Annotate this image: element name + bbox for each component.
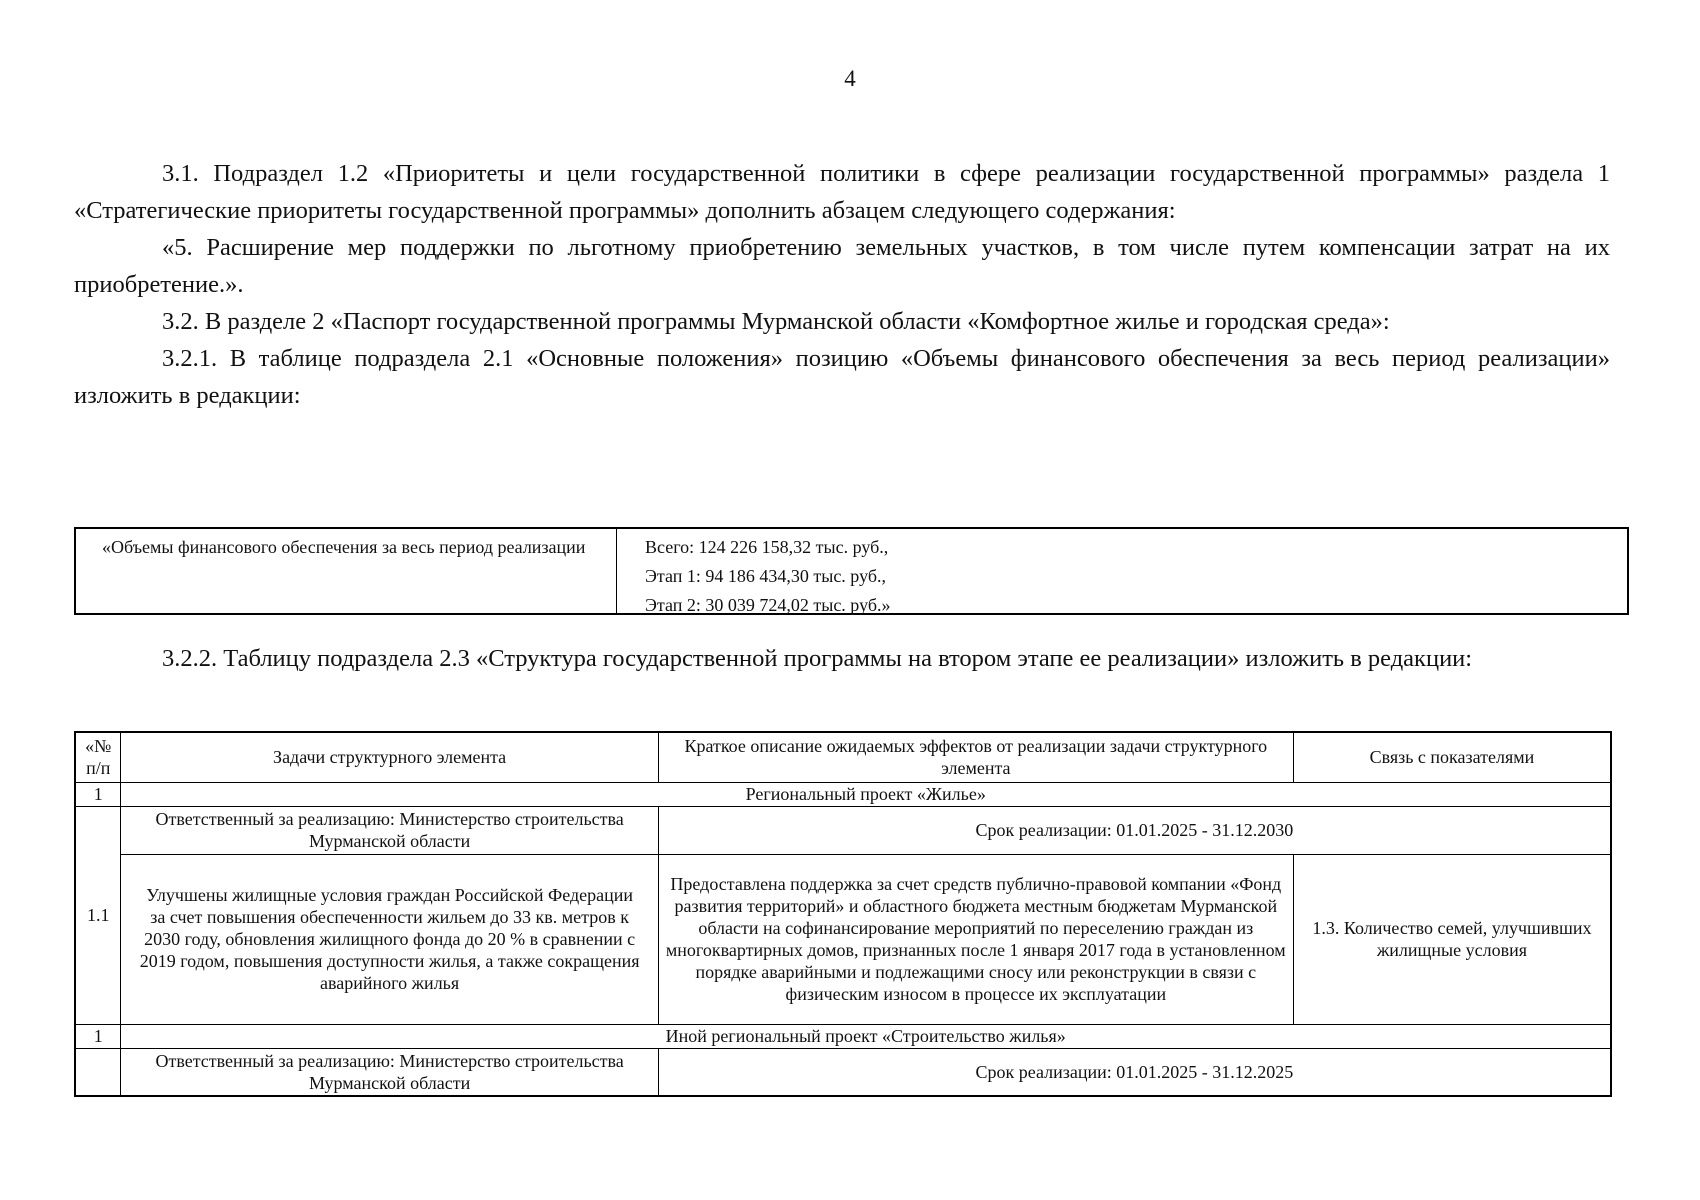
header-num: «№ п/п xyxy=(75,732,121,782)
responsible-cell: Ответственный за реализацию: Министерство строительства Мурманской области xyxy=(121,806,658,854)
effect-cell: Предоставлена поддержка за счет средств публично-правовой компании «Фонд развития территорий» и областного бюджета местным бюджетам Мурманской области на софинансирование мероприятий по переселению граждан из многоквартирных домов, признанных после 1 января 2017 года в установленном порядке аварийными и подлежащими сносу или реконструкции в связи с физическим износом в процессе их эксплуатации xyxy=(658,854,1293,1024)
term-cell: Срок реализации: 01.01.2025 - 31.12.2030 xyxy=(658,806,1611,854)
header-effects: Краткое описание ожидаемых эффектов от реализации задачи структурного элемента xyxy=(658,732,1293,782)
row-num-empty xyxy=(75,1048,121,1096)
paragraph-3-2-2: 3.2.2. Таблицу подраздела 2.3 «Структура государственной программы на втором этапе ее реализации» изложить в редакции: xyxy=(162,645,1473,672)
table-header-row xyxy=(75,732,1611,782)
paragraph-3-2-1: 3.2.1. В таблице подраздела 2.1 «Основные положения» позицию «Объемы финансового обеспечения за весь период реализации» изложить в редакции: xyxy=(74,345,1610,409)
financing-values xyxy=(617,529,1627,613)
document-body xyxy=(74,155,1610,414)
page-number: 4 xyxy=(844,66,856,91)
table-row xyxy=(75,854,1611,1024)
responsible-cell: Ответственный за реализацию: Министерство строительства Мурманской области xyxy=(121,1048,658,1096)
section-title: Иной региональный проект «Строительство жилья» xyxy=(121,1024,1611,1048)
header-tasks: Задачи структурного элемента xyxy=(121,732,658,782)
document-body-2 xyxy=(74,640,1610,677)
financing-label: «Объемы финансового обеспечения за весь период реализации xyxy=(76,529,617,613)
paragraph-quote-5: «5. Расширение мер поддержки по льготному приобретению земельных участков, в том числе путем компенсации затрат на их приобретение.». xyxy=(74,234,1610,298)
paragraph-3-2: 3.2. В разделе 2 «Паспорт государственной программы Мурманской области «Комфортное жилье и городская среда»: xyxy=(162,308,1390,335)
table-row xyxy=(75,806,1611,854)
structure-table xyxy=(74,731,1612,1097)
table-row xyxy=(75,1024,1611,1048)
section-num: 1 xyxy=(75,782,121,806)
financing-total: Всего: 124 226 158,32 тыс. руб., xyxy=(645,537,889,557)
financing-stage-1: Этап 1: 94 186 434,30 тыс. руб., xyxy=(645,566,886,586)
row-num: 1.1 xyxy=(75,806,121,1024)
section-title: Региональный проект «Жилье» xyxy=(121,782,1611,806)
link-cell: 1.3. Количество семей, улучшивших жилищные условия xyxy=(1293,854,1611,1024)
paragraph-3-1: 3.1. Подраздел 1.2 «Приоритеты и цели государственной политики в сфере реализации государственной программы» раздела 1 «Стратегические приоритеты государственной программы» дополнить абзацем следующего содержания: xyxy=(74,160,1610,224)
term-cell: Срок реализации: 01.01.2025 - 31.12.2025 xyxy=(658,1048,1611,1096)
financing-table xyxy=(74,527,1629,615)
table-row xyxy=(75,1048,1611,1096)
task-cell: Улучшены жилищные условия граждан Российской Федерации за счет повышения обеспеченности жильем до 33 кв. метров к 2030 году, обновления жилищного фонда до 20 % в сравнении с 2019 годом, повышения доступности жилья, а также сокращения аварийного жилья xyxy=(121,854,658,1024)
table-row xyxy=(75,782,1611,806)
financing-stage-2: Этап 2: 30 039 724,02 тыс. руб.» xyxy=(645,595,891,615)
header-link: Связь с показателями xyxy=(1293,732,1611,782)
section-num: 1 xyxy=(75,1024,121,1048)
